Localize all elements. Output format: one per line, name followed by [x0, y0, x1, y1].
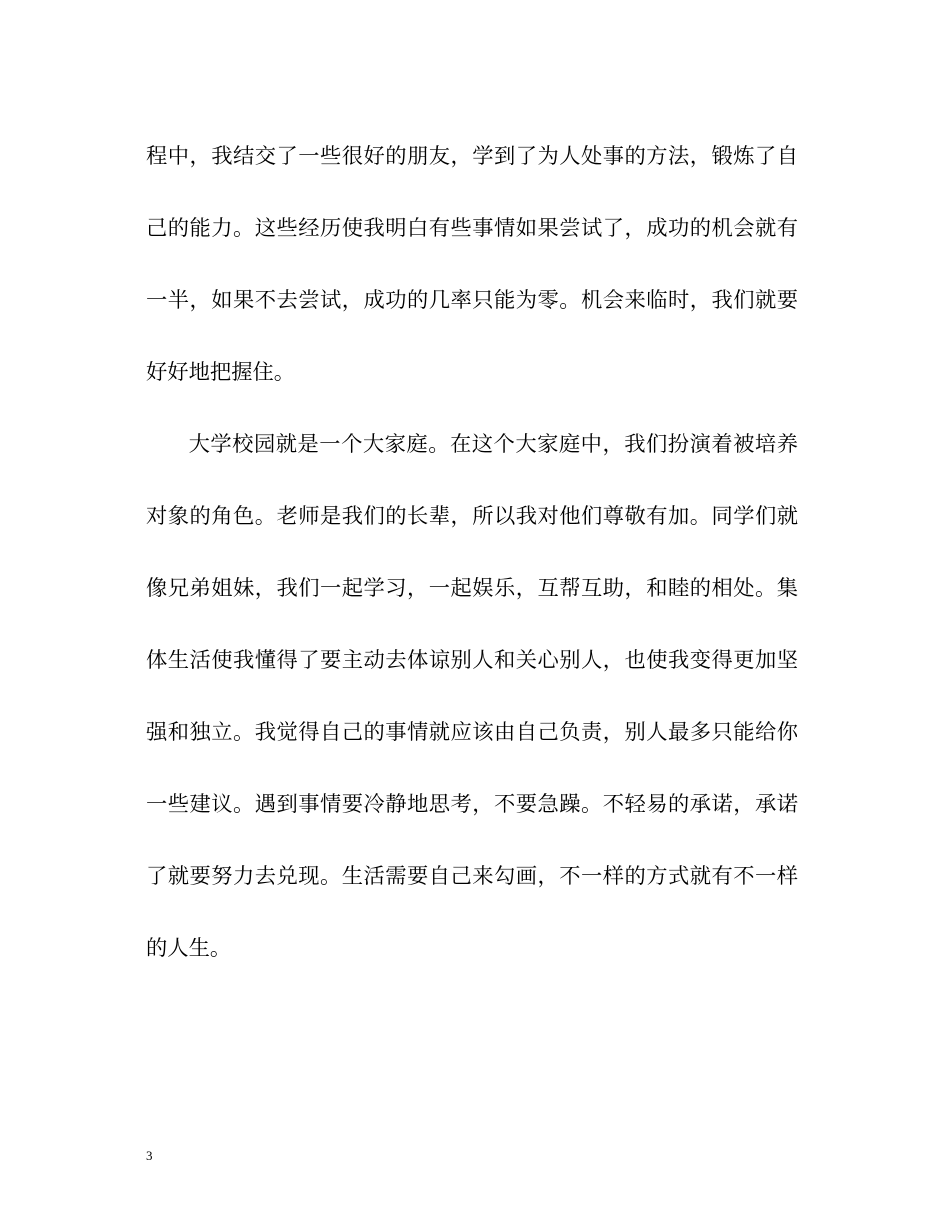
paragraph-1-line: 程中，我结交了一些很好的朋友，学到了为人处事的方法，锻炼了自 — [146, 144, 798, 169]
page-number: 3 — [146, 1148, 153, 1163]
paragraph-2-line: 了就要努力去兑现。生活需要自己来勾画，不一样的方式就有不一样 — [146, 864, 798, 889]
paragraph-1-line: 己的能力。这些经历使我明白有些事情如果尝试了，成功的机会就有 — [146, 216, 798, 241]
paragraph-2 — [146, 427, 798, 1003]
paragraph-2-line: 一些建议。遇到事情要冷静地思考，不要急躁。不轻易的承诺，承诺 — [146, 792, 798, 817]
paragraph-2-line: 对象的角色。老师是我们的长辈，所以我对他们尊敬有加。同学们就 — [146, 504, 798, 529]
paragraph-2-line: 像兄弟姐妹，我们一起学习，一起娱乐，互帮互助，和睦的相处。集 — [146, 576, 798, 601]
document-body — [146, 139, 798, 1003]
paragraph-1-line: 一半，如果不去尝试，成功的几率只能为零。机会来临时，我们就要 — [146, 288, 798, 313]
paragraph-1-line: 好好地把握住。 — [146, 360, 296, 385]
paragraph-2-line: 大学校园就是一个大家庭。在这个大家庭中，我们扮演着被培养 — [188, 432, 798, 457]
paragraph-2-line: 体生活使我懂得了要主动去体谅别人和关心别人，也使我变得更加坚 — [146, 648, 798, 673]
paragraph-1 — [146, 139, 798, 427]
paragraph-2-line: 的人生。 — [146, 936, 232, 961]
paragraph-2-line: 强和独立。我觉得自己的事情就应该由自己负责，别人最多只能给你 — [146, 720, 798, 745]
